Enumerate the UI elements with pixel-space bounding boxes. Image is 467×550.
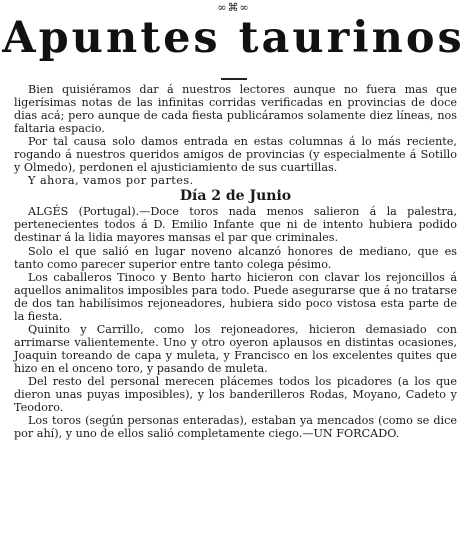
intro-paragraph-2: Por tal causa solo damos entrada en estas columnas á lo más reciente, rogando á nuestros queridos amigos de provincias (y especialmente á Sotillo y Olmedo), perdonen el ajusticiamiento de sus cuartillas. — [14, 135, 457, 175]
report-paragraph-4: Quinito y Carrillo, como los rejoneadores, hicieron demasiado con arrimarse valientemente. Uno y otro oyeron aplausos en distintas ocasiones, Joaquin toreando de capa y muleta, y Francisco en los excelentes quites que hizo en el onceno toro, y pasando de muleta. — [14, 322, 457, 375]
ornament-icon: ∞⌘∞ — [217, 1, 250, 14]
date-subheading: Día 2 de Junio — [179, 188, 292, 205]
report-paragraph-6: Los toros (según personas enteradas), estaban ya mencados (como se dice por ahí), y uno de ellos salió completamente ciego.—UN FORCADO. — [14, 414, 457, 441]
report-paragraph-5: Del resto del personal merecen plácemes todos los picadores (a los que dieron unas puyas imposibles), y los banderilleros Rodas, Moyano, Cadeto y Teodoro. — [14, 374, 457, 415]
report-paragraph-2: Solo el que salió en lugar noveno alcanzó honores de mediano, que es tanto como parecer superior entre tanto colega pésimo. — [14, 244, 457, 271]
article-body — [14, 83, 457, 440]
report-paragraph-3: Los caballeros Tinoco y Bento harto hicieron con clavar los rejoncillos á aquellos animalitos imposibles para todo. Puede asegurarse que á no tratarse de dos tan habilísimos rejoneadores, hubiera sido poco vistosa esta parte de la fiesta. — [14, 270, 457, 323]
intro-paragraph-1: Bien quisiéramos dar á nuestros lectores aunque no fuera mas que ligerísimas notas de las infinitas corridas verificadas en provincias de doce dias acá; pero aunque de cada fiesta publicáramos solamente diez líneas, nos faltaria espacio. — [14, 83, 457, 136]
article-title: Apuntes taurinos — [2, 13, 465, 63]
intro-paragraph-3: Y ahora, vamos por partes. — [28, 174, 194, 188]
report-paragraph-1: ALGÉS (Portugal).—Doce toros nada menos salieron á la palestra, pertenecientes todos á D. Emilio Infante que ni de intento hubiera podido destinar á la lidia mayores mansas el par que criminales. — [14, 205, 457, 245]
title-divider — [221, 78, 247, 80]
